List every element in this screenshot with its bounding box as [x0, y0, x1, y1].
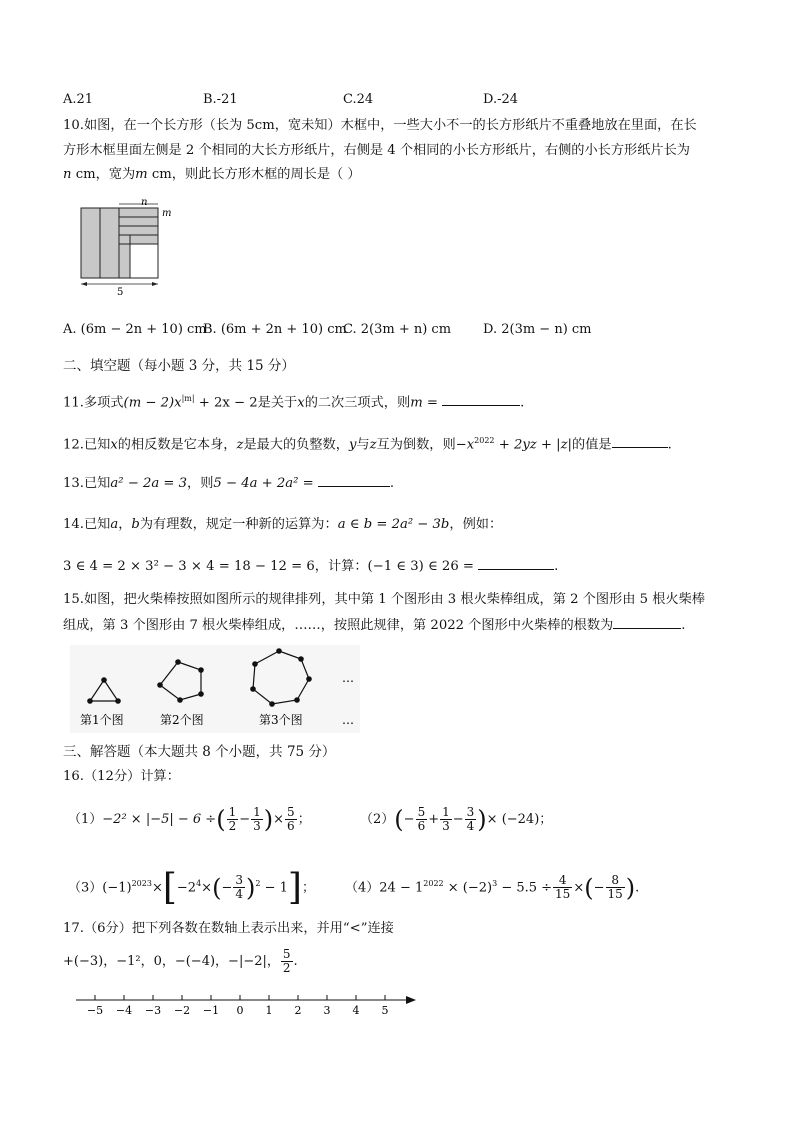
q14-b: ，: [118, 517, 132, 532]
q16-p4-b: × (−2): [443, 880, 493, 896]
q11: [63, 390, 524, 412]
q12-answer-blank[interactable]: [612, 435, 668, 448]
q16-p3-c: −2: [176, 880, 197, 896]
q14-line2: [63, 557, 558, 576]
q9-option-b: B.-21: [203, 92, 238, 107]
q10-option-a: A. (6m − 2n + 10) cm: [63, 322, 207, 337]
q15-dots-top: …: [342, 671, 354, 685]
q13-a: 13.已知: [63, 476, 111, 491]
q12-z: z: [236, 437, 244, 453]
q16-part2: （2）(− $\frac{5}{6}$ + $\frac{1}{3}$ − $\frac{3}{4}$ )× (−24)；: [360, 805, 553, 834]
number-line-tick-label: −2: [173, 1004, 191, 1017]
q10-option-b: B. (6m + 2n + 10) cm: [203, 322, 347, 337]
q14-a: 14.已知: [63, 517, 111, 532]
q10-line1: 10.如图，在一个长方形（长为 5cm，宽未知）木框中，一些大小不一的长方形纸片不重叠地放在里面，在长: [63, 118, 697, 133]
q12-a: 12.已知: [63, 437, 111, 453]
q12-e: 互为倒数，则: [376, 437, 456, 453]
q14-answer-blank[interactable]: [478, 557, 554, 570]
q15-line1: 15.如图，把火柴棒按照如图所示的规律排列，其中第 1 个图形由 3 根火柴棒组成，第 2 个图形由 5 根火柴棒: [63, 592, 705, 607]
q16-p2-label: （2）: [360, 812, 395, 827]
q11-c: 的二次三项式，则: [304, 395, 411, 411]
q16-p3-label: （3）: [68, 880, 103, 896]
q16-p4-sup2: 3: [492, 879, 498, 888]
q10-frame-figure: [75, 198, 185, 298]
q16-part3: $(3)(-1)^{2023}\times[-2^4\times(-$ $\frac{3}{4}$ )$^2$ − 1]；: [68, 866, 315, 908]
q11-m: m: [410, 395, 423, 411]
number-line-tick-label: −1: [202, 1004, 220, 1017]
q10-line3-b: cm，则此长方形木框的周长是（ ）: [147, 167, 361, 182]
q15-caption-3: 第3个图: [259, 713, 303, 727]
q16-p1-frac2: $\frac{1}{3}$: [253, 805, 261, 833]
q16-title: 16.（12分）计算：: [63, 769, 180, 784]
number-line-arrow-icon: [406, 996, 416, 1004]
q16-p1-label: （1）: [68, 812, 103, 827]
q16-p1-frac1: $\frac{1}{2}$: [228, 805, 237, 833]
q10-n-var: n: [63, 167, 72, 182]
q11-answer-blank[interactable]: [442, 393, 520, 406]
q16-p4-frac1: $\frac{4}{15}$: [555, 873, 571, 902]
q16-part1: （1）−2² × |−5| − 6 ÷( $\frac{1}{2}$ − $\frac{1}{3}$ )× $\frac{5}{6}$ ；: [68, 805, 311, 834]
q12-b: 的相反数是它本身，: [117, 437, 237, 453]
q13-expr2: 5 − 4a + 2a² =: [213, 476, 318, 491]
number-line-tick-label: 3: [323, 1004, 331, 1017]
q12-expr: −x: [455, 437, 475, 453]
q10-line3: [63, 166, 361, 184]
q17-title: 17.（6分）把下列各数在数轴上表示出来，并用“<”连接: [63, 921, 394, 936]
q15-dots-bottom: …: [342, 713, 354, 727]
q12-sup: 2022: [474, 436, 495, 445]
q14-example: 3 ∈ 4 = 2 × 3² − 3 × 4 = 18 − 12 = 6: [63, 559, 315, 574]
q12: [63, 432, 672, 454]
q11-expr: (m − 2)x: [123, 395, 182, 411]
q14-end: .: [554, 559, 559, 574]
q9-option-c: C.24: [343, 92, 374, 107]
q16-p2-frac2: $\frac{1}{3}$: [442, 805, 450, 833]
number-line-tick-label: 2: [294, 1004, 302, 1017]
q9-option-d: D.-24: [483, 92, 519, 107]
q11-x: x: [297, 395, 305, 411]
number-line-tick-label: −5: [86, 1004, 104, 1017]
q16-p4-a: 24 − 1: [379, 880, 424, 896]
q16-p3-sup2: 4: [196, 879, 202, 888]
number-line-tick-label: 4: [352, 1004, 360, 1017]
q14-expr3: (−1 ∈ 3) ∈ 26 =: [367, 559, 479, 574]
q15-matchstick-figure: [70, 645, 370, 735]
q10-fig-m-label: m: [162, 208, 172, 219]
q17-nums: +(−3)，−1²，0，−(−4)，−|−2|，: [63, 954, 280, 969]
q15-answer-blank[interactable]: [613, 616, 681, 629]
q10-option-c: C. 2(3m + n) cm: [343, 322, 452, 337]
q16-p1-expr: −2² × |−5| − 6 ÷: [102, 812, 217, 827]
q14-c: 为有理数，规定一种新的运算为：: [139, 517, 338, 532]
q16-p2-expr: × (−24): [486, 812, 540, 827]
q15-caption-1: 第1个图: [80, 713, 124, 727]
q16-p1-frac3: $\frac{5}{6}$: [287, 805, 295, 833]
q11-b: + 2x − 2是关于: [194, 395, 298, 411]
number-line-tick-label: −3: [144, 1004, 162, 1017]
q16-p3-d: ×: [201, 880, 213, 896]
q12-c: 是最大的负整数，: [243, 437, 349, 453]
number-line-tick-label: 5: [381, 1004, 389, 1017]
q15-caption-2: 第2个图: [160, 713, 204, 727]
q16-p3-frac: $\frac{3}{4}$: [235, 873, 243, 902]
q16-p4-sup: 2022: [423, 879, 444, 888]
q16-p4-d: ×: [573, 880, 585, 896]
q12-expr2: + 2yz + |z|: [494, 437, 573, 453]
q16-p3-e: − 1: [260, 880, 288, 896]
q17-number-line: [70, 990, 430, 1020]
q12-d: 与: [356, 437, 370, 453]
q16-p2-frac3: $\frac{3}{4}$: [466, 805, 475, 833]
q16-p3-b: ×: [151, 880, 163, 896]
q16-p2-frac1: $\frac{5}{6}$: [417, 805, 426, 833]
number-line-tick-label: −4: [115, 1004, 133, 1017]
q13: [63, 474, 394, 493]
q12-y: y: [348, 437, 357, 453]
q10-m-var: m: [135, 167, 148, 182]
q16-p3-a: (−1): [102, 880, 132, 896]
section2-heading: 二、填空题（每小题 3 分，共 15 分）: [63, 358, 295, 374]
q12-x: x: [110, 437, 118, 453]
q11-d: =: [422, 395, 443, 411]
q16-p3-end: ；: [301, 880, 315, 896]
q14-d: ，例如：: [449, 517, 503, 532]
q15-end: .: [681, 618, 686, 633]
q11-sup: |m|: [181, 394, 195, 403]
q12-f: 的值是: [572, 437, 612, 453]
q16-p3-sup: 2023: [131, 879, 152, 888]
number-line-tick-label: 0: [236, 1004, 244, 1017]
q13-end: .: [389, 476, 395, 491]
q16-part4: $(4)24 - 1^{2022} \times (-2)^3 - 5.5$ ÷ $\frac{4}{15}$ ×(− $\frac{8}{15}$ ).: [345, 873, 640, 902]
q13-b: ，则: [187, 476, 214, 491]
section3-heading: 三、解答题（本大题共 8 个小题，共 75 分）: [63, 744, 336, 760]
q12-z2: z: [369, 437, 377, 453]
q15-line2: [63, 616, 685, 635]
q11-end: .: [520, 395, 525, 411]
q16-p4-frac2: $\frac{8}{15}$: [607, 873, 623, 902]
q17-numbers: [63, 944, 298, 980]
q10-fig-5-label: 5: [117, 287, 124, 298]
q11-a: 11.多项式: [63, 395, 124, 411]
q10-line3-a: cm，宽为: [71, 167, 136, 182]
q17-end: .: [293, 954, 298, 969]
q17-frac: $\frac{5}{2}$: [282, 947, 291, 975]
q13-answer-blank[interactable]: [318, 474, 390, 487]
q9-option-a: A.21: [63, 92, 94, 107]
q10-fig-n-label: n: [141, 198, 148, 208]
q14-a-var: a: [110, 517, 119, 532]
q10-line2: 方形木框里面左侧是 2 个相同的大长方形纸片，右侧是 4 个相同的小长方形纸片，右侧的小长方形纸片长为: [63, 143, 690, 158]
q13-expr: a² − 2a = 3: [110, 476, 188, 491]
q10-option-d: D. 2(3m − n) cm: [483, 322, 592, 337]
number-line-tick-label: 1: [265, 1004, 273, 1017]
q16-p3-sup3: 2: [255, 879, 261, 888]
q16-p2-end: ；: [539, 812, 553, 827]
q16-p4-label: （4）: [345, 880, 380, 896]
q15-line2-text: 组成，第 3 个图形由 7 根火柴棒组成，……，按照此规律，第 2022 个图形中火柴棒的根数为: [63, 618, 614, 633]
q16-p4-end: .: [635, 880, 640, 896]
q14-e: ，计算：: [314, 559, 368, 574]
q12-end: .: [667, 437, 672, 453]
q14-b-var: b: [131, 517, 140, 532]
q16-p4-c: − 5.5 ÷: [497, 880, 553, 896]
q16-p1-end: ；: [297, 812, 311, 827]
q14-expr: a ∈ b = 2a² − 3b: [337, 517, 450, 532]
q14-line1: [63, 516, 502, 534]
